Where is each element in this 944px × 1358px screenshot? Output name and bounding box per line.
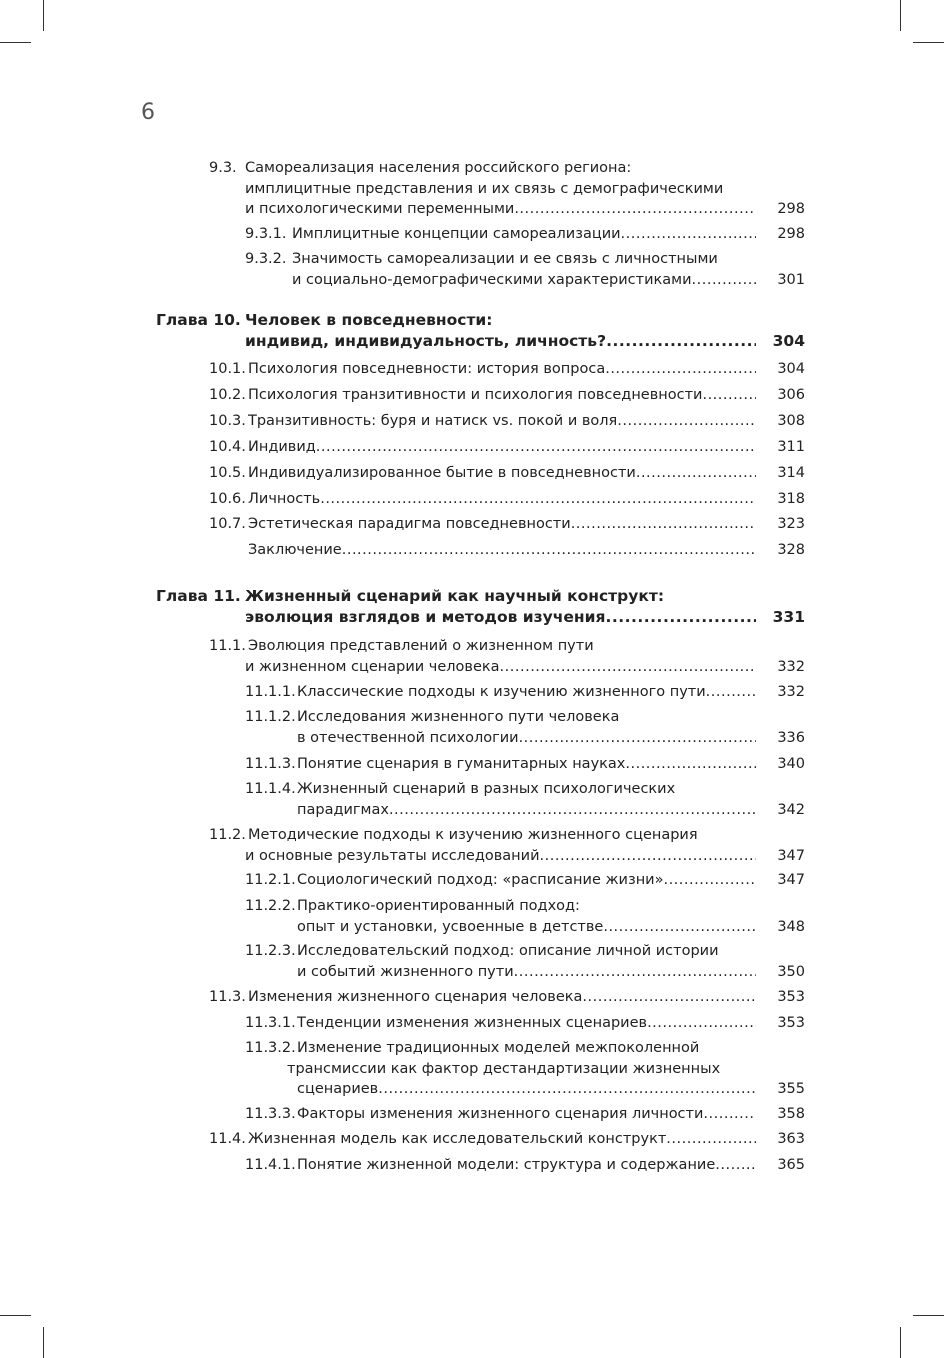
entry-number: 11.2. <box>209 827 246 843</box>
entry-number: 11.3.1. <box>245 1015 296 1031</box>
entry-page-number: 318 <box>777 491 805 507</box>
dot-leader <box>582 987 756 1008</box>
entry-page-number: 328 <box>777 542 805 558</box>
dot-leader <box>703 1104 756 1125</box>
entry-page-number: 347 <box>777 847 805 864</box>
chapter-label: Глава 10. <box>156 311 241 329</box>
entry-title-line: и жизненном сценарии человека <box>245 658 500 675</box>
dot-leader <box>636 463 756 484</box>
dot-leader <box>342 540 756 561</box>
entry-title-line: и социально-демографическими характеристиками <box>292 271 692 288</box>
dot-leader <box>378 1079 756 1100</box>
entry-title-line: Эстетическая парадигма повседневности <box>248 516 571 532</box>
entry-page-number: 365 <box>777 1157 805 1173</box>
entry-page-number: 298 <box>777 201 805 217</box>
entry-title-line: Тенденции изменения жизненных сценариев <box>297 1015 648 1031</box>
entry-number: 11.1.4. <box>245 781 296 797</box>
entry-page-number: 332 <box>777 658 805 675</box>
entry-number: 11.2.2. <box>245 898 296 914</box>
dot-leader <box>647 1013 756 1034</box>
entry-number: 11.2.1. <box>245 872 296 888</box>
entry-title-line: опыт и установки, усвоенные в детстве <box>297 918 604 935</box>
dot-leader <box>514 199 756 220</box>
entry-title-line: Человек в повседневности: <box>245 311 493 329</box>
dot-leader <box>715 1155 756 1176</box>
entry-number: 9.3.1. <box>245 226 287 242</box>
entry-title-line: трансмиссии как фактор дестандартизации жизненных <box>287 1060 721 1077</box>
entry-title-line: Психология транзитивности и психология повседневности <box>248 387 703 403</box>
entry-number: 10.4. <box>209 439 246 455</box>
entry-title-line: Методические подходы к изучению жизненного сценария <box>248 827 698 843</box>
dot-leader <box>514 962 756 983</box>
entry-title-line: Жизненный сценарий как научный конструкт: <box>245 587 665 605</box>
entry-title-line: имплицитные представления и их связь с демографическими <box>245 180 724 197</box>
entry-page-number: 340 <box>777 756 805 772</box>
dot-leader <box>625 754 756 775</box>
entry-title-line: Жизненная модель как исследовательский конструкт <box>248 1131 667 1147</box>
entry-title-line: и событий жизненного пути <box>297 963 514 980</box>
dot-leader <box>316 437 756 458</box>
entry-title-line: эволюция взглядов и методов изучения <box>245 608 606 626</box>
entry-number: 10.7. <box>209 516 246 532</box>
entry-number: 10.5. <box>209 465 246 481</box>
entry-title-line: Индивидуализированное бытие в повседневности <box>248 465 636 481</box>
dot-leader <box>617 411 756 432</box>
dot-leader <box>702 385 756 406</box>
entry-title-line: индивид, индивидуальность, личность? <box>245 332 607 350</box>
entry-title-line: Самореализация населения российского региона: <box>245 160 632 176</box>
entry-page-number: 306 <box>777 387 805 403</box>
dot-leader <box>663 870 756 891</box>
entry-title-line: Имплицитные концепции самореализации <box>292 226 621 242</box>
entry-page-number: 355 <box>777 1081 805 1097</box>
entry-page-number: 336 <box>777 729 805 746</box>
dot-leader <box>320 489 756 510</box>
entry-title-line: Факторы изменения жизненного сценария личности <box>297 1106 704 1122</box>
entry-page-number: 353 <box>777 1015 805 1031</box>
entry-page-number: 363 <box>777 1131 805 1147</box>
entry-number: 11.1.1. <box>245 684 296 700</box>
entry-number: 11.4. <box>209 1131 246 1147</box>
entry-title-line: в отечественной психологии <box>297 729 519 746</box>
entry-number: 9.3.2. <box>245 251 287 267</box>
entry-number: 10.6. <box>209 491 246 507</box>
entry-page-number: 358 <box>777 1106 805 1122</box>
entry-page-number: 342 <box>777 801 805 818</box>
entry-title-line: Жизненный сценарий в разных психологических <box>297 781 676 797</box>
entry-number: 9.3. <box>209 160 237 176</box>
entry-title-line: Изменение традиционных моделей межпоколенной <box>297 1040 700 1056</box>
entry-title-line: Психология повседневности: история вопроса <box>248 361 606 377</box>
dot-leader <box>519 728 756 749</box>
entry-page-number: 332 <box>777 684 805 700</box>
entry-title-line: и основные результаты исследований <box>245 847 540 864</box>
chapter-label: Глава 11. <box>156 587 241 605</box>
entry-page-number: 348 <box>777 918 805 935</box>
entry-page-number: 308 <box>777 413 805 429</box>
entry-number: 11.1.3. <box>245 756 296 772</box>
entry-title-line: Социологический подход: «расписание жизни» <box>297 872 664 888</box>
entry-title-line: Понятие сценария в гуманитарных науках <box>297 756 626 772</box>
entry-number: 11.1.2. <box>245 709 296 725</box>
entry-title-line: сценариев <box>297 1081 379 1097</box>
entry-number: 11.3.3. <box>245 1106 296 1122</box>
entry-number: 11.3. <box>209 989 246 1005</box>
entry-title-line: Индивид <box>248 439 316 455</box>
entry-title-line: Транзитивность: буря и натиск vs. покой и воля <box>248 413 618 429</box>
entry-title-line: Эволюция представлений о жизненном пути <box>248 638 594 654</box>
dot-leader <box>605 607 756 628</box>
entry-page-number: 353 <box>777 989 805 1005</box>
entry-page-number: 298 <box>777 226 805 242</box>
entry-page-number: 314 <box>777 465 805 481</box>
entry-page-number: 311 <box>777 439 805 455</box>
entry-title-line: Личность <box>248 491 321 507</box>
entry-number: 11.3.2. <box>245 1040 296 1056</box>
dot-leader <box>603 917 756 938</box>
entry-number: 11.4.1. <box>245 1157 296 1173</box>
dot-leader <box>706 682 756 703</box>
entry-page-number: 350 <box>777 963 805 980</box>
dot-leader <box>692 270 756 291</box>
entry-page-number: 304 <box>772 332 805 350</box>
entry-number: 11.1. <box>209 638 246 654</box>
entry-title-line: Исследования жизненного пути человека <box>297 709 620 725</box>
page-number: 6 <box>141 100 155 125</box>
entry-number: 10.2. <box>209 387 246 403</box>
entry-title-line: Заключение <box>248 542 342 558</box>
entry-title-line: Изменения жизненного сценария человека <box>248 989 583 1005</box>
entry-number: 11.2.3. <box>245 943 296 959</box>
entry-number: 10.3. <box>209 413 246 429</box>
dot-leader <box>666 1129 756 1150</box>
entry-title-line: Значимость самореализации и ее связь с личностными <box>292 251 718 267</box>
entry-title-line: и психологическими переменными <box>245 201 515 217</box>
dot-leader <box>571 514 756 535</box>
entry-page-number: 323 <box>777 516 805 532</box>
entry-page-number: 301 <box>777 271 805 288</box>
entry-title-line: Понятие жизненной модели: структура и содержание <box>297 1157 716 1173</box>
entry-title-line: Практико-ориентированный подход: <box>297 898 580 914</box>
dot-leader <box>606 331 756 352</box>
dot-leader <box>621 224 756 245</box>
entry-number: 10.1. <box>209 361 246 377</box>
entry-title-line: Исследовательский подход: описание личной истории <box>297 943 719 959</box>
dot-leader <box>605 359 756 380</box>
entry-page-number: 304 <box>777 361 805 377</box>
dot-leader <box>389 800 756 821</box>
entry-title-line: Классические подходы к изучению жизненного пути <box>297 684 706 700</box>
entry-page-number: 347 <box>777 872 805 888</box>
entry-page-number: 331 <box>772 608 805 626</box>
dot-leader <box>540 846 756 867</box>
entry-title-line: парадигмах <box>297 801 389 818</box>
dot-leader <box>500 657 756 678</box>
